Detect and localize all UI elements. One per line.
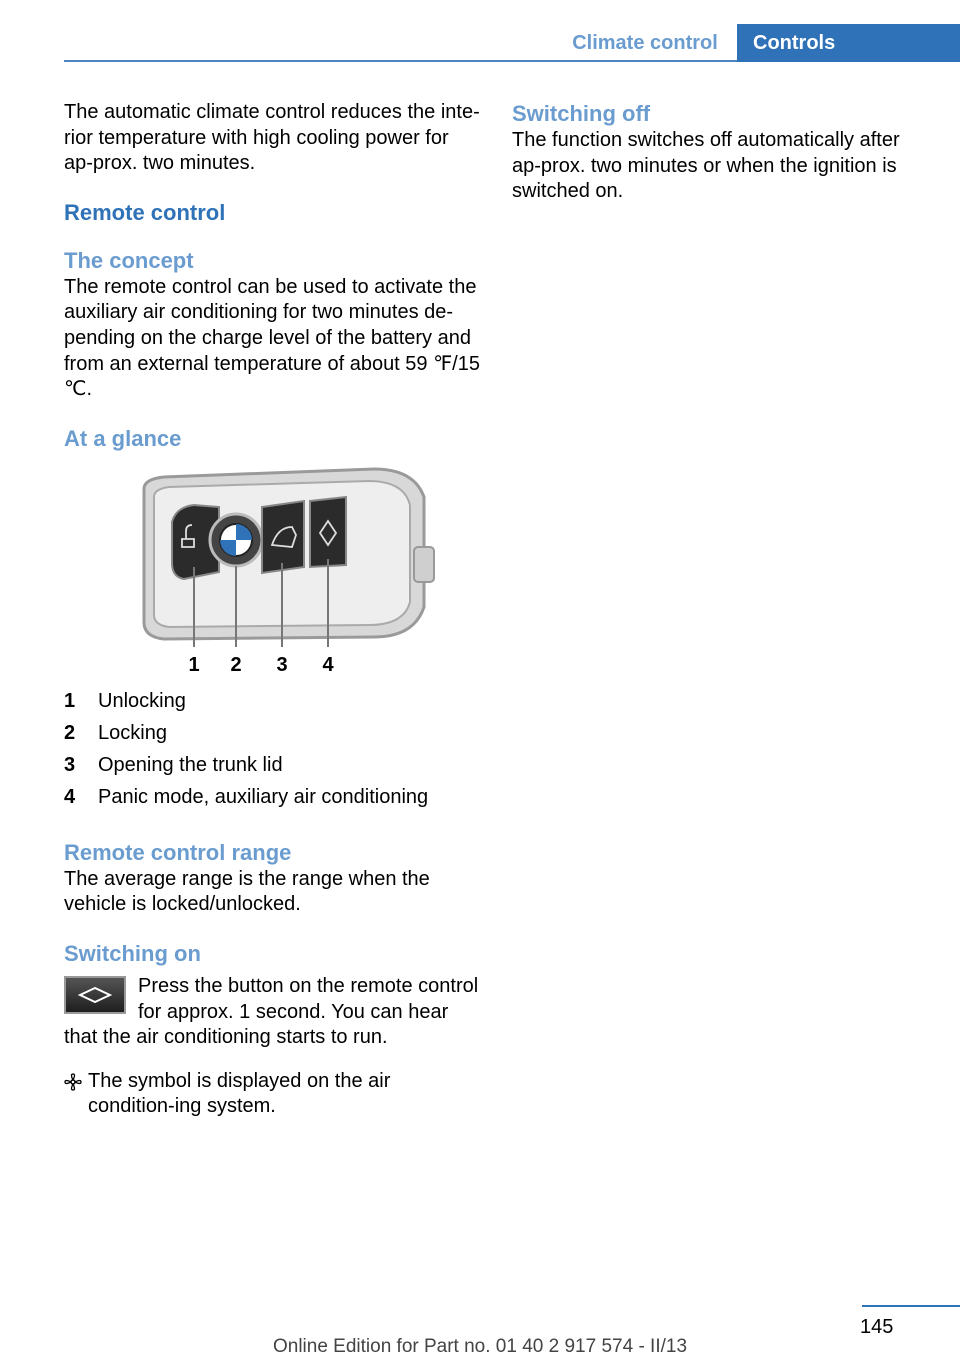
concept-paragraph: The remote control can be used to activate the auxiliary air conditioning for two minutes de-pending on the charge level of the battery and from an external temperature of about 59 ℉/15 ℃. (64, 275, 480, 401)
figure-label-4: 4 (322, 653, 334, 676)
legend-number: 2 (64, 721, 76, 744)
left-column (64, 100, 482, 1120)
key-fob-illustration (114, 467, 494, 677)
legend-number: 3 (64, 753, 76, 776)
range-heading: Remote control range (64, 839, 292, 865)
legend-label: Locking (98, 721, 167, 744)
concept-heading: The concept (64, 247, 194, 273)
figure-label-2: 2 (230, 653, 242, 676)
at-a-glance-heading: At a glance (64, 425, 182, 451)
legend-number: 1 (64, 689, 76, 712)
legend-label: Panic mode, auxiliary air conditioning (98, 785, 429, 808)
panic-button (310, 497, 346, 567)
legend-item (64, 749, 482, 781)
remote-button-image (64, 976, 126, 1014)
legend-item (64, 781, 482, 813)
legend-item (64, 685, 482, 717)
legend-number: 4 (64, 785, 76, 808)
switching-off-heading: Switching off (512, 101, 651, 126)
header-chapter-tab: Controls (737, 24, 960, 62)
symbol-block (64, 1069, 482, 1120)
key-fob-figure (114, 467, 494, 677)
right-column (512, 100, 932, 205)
footer-rule (862, 1305, 960, 1307)
footer-edition: Online Edition for Part no. 01 40 2 917 574 - II/13 (272, 1336, 688, 1357)
figure-legend (64, 685, 482, 813)
range-paragraph: The average range is the range when the vehicle is locked/unlocked. (64, 867, 430, 916)
page-number: 145 (860, 1316, 894, 1338)
legend-label: Opening the trunk lid (98, 753, 283, 776)
switching-on-heading: Switching on (64, 940, 201, 966)
legend-label: Unlocking (98, 689, 186, 712)
symbol-paragraph: The symbol is displayed on the air condition-ing system. (88, 1069, 391, 1118)
trunk-button (262, 501, 304, 573)
figure-label-1: 1 (188, 653, 200, 676)
fan-icon (64, 1073, 88, 1096)
figure-label-3: 3 (276, 653, 288, 676)
diamond-arrow-icon (78, 987, 112, 1003)
header-section-title: Climate control (572, 31, 718, 54)
switching-on-paragraph: Press the button on the remote control for approx. 1 second. You can hear that the air conditioning starts to run. (64, 974, 479, 1049)
legend-item (64, 717, 482, 749)
remote-control-heading: Remote control (64, 199, 226, 225)
switching-off-paragraph: The function switches off automatically after ap-prox. two minutes or when the ignition is switched on. (512, 129, 900, 203)
intro-paragraph: The automatic climate control reduces the inte-rior temperature with high cooling power for ap-prox. two minutes. (64, 101, 480, 175)
switching-on-block (64, 974, 482, 1051)
